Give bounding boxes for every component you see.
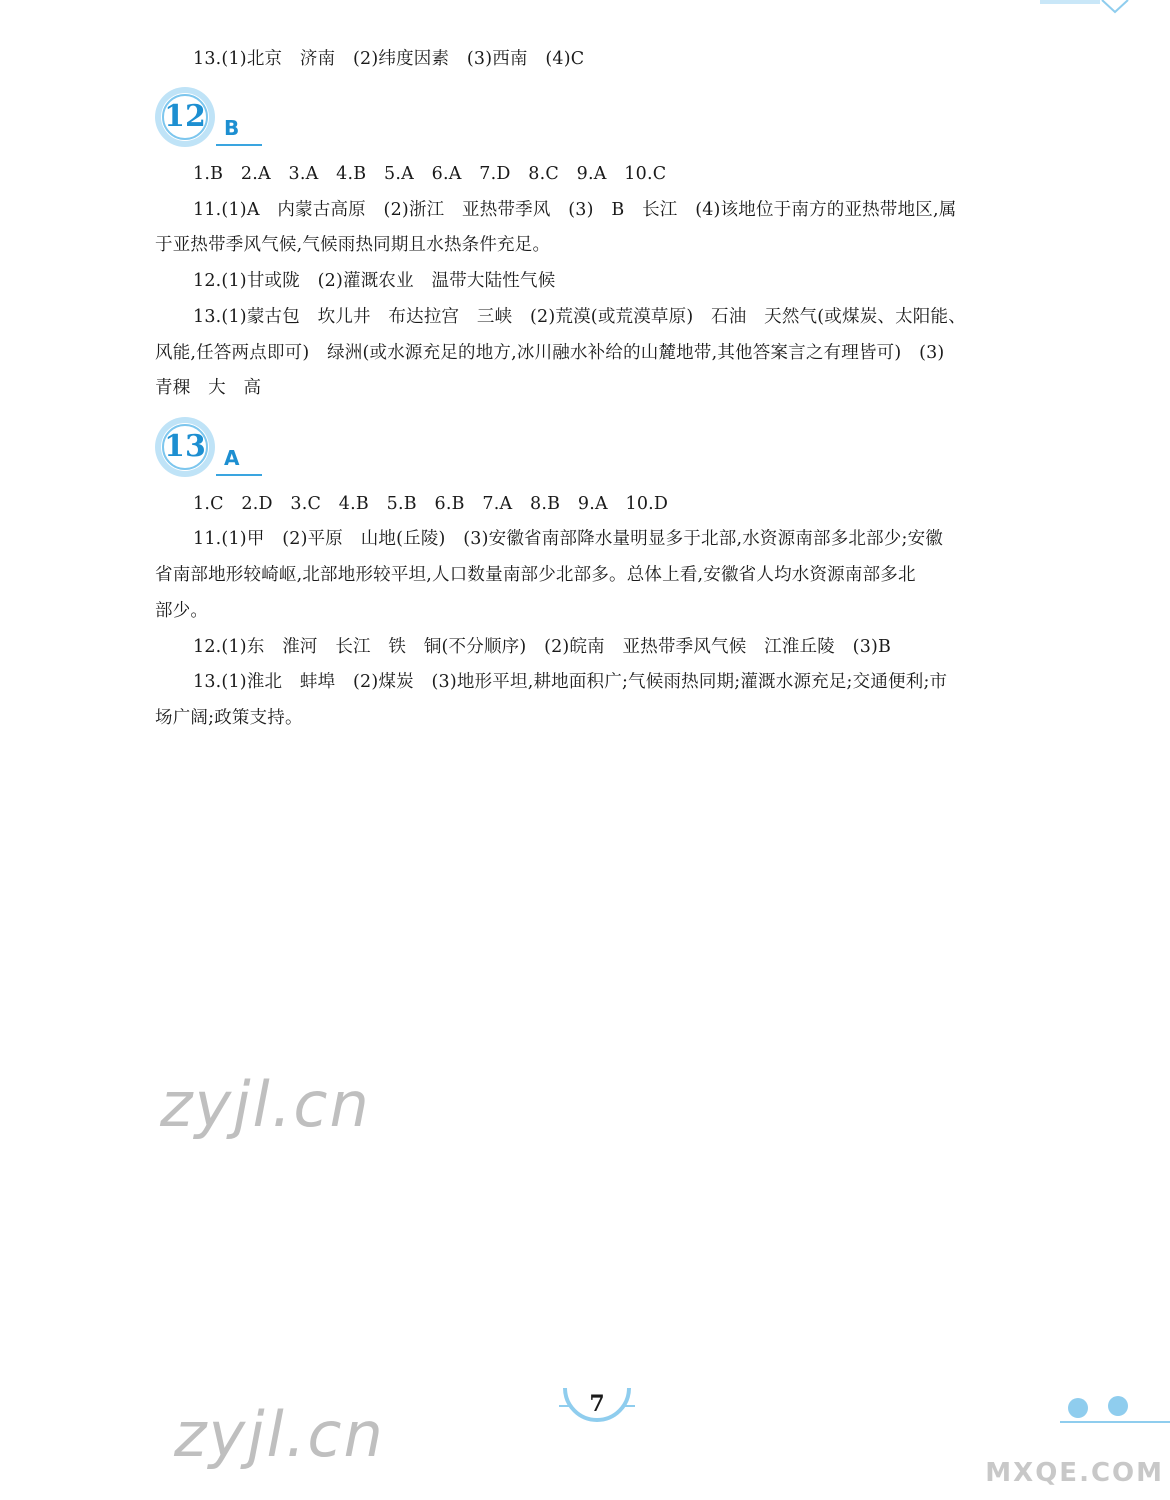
badge-underline [216,474,262,476]
section-badge-13 [154,416,274,480]
brand-watermark: MXQE.COM [985,1458,1164,1488]
answer-line: 13.(1)北京 济南 (2)纬度因素 (3)西南 (4)C [193,49,585,69]
section-letter: B [224,116,240,140]
answer-line: 12.(1)东 淮河 长江 铁 铜(不分顺序) (2)皖南 亚热带季风气候 江淮丘陵 (3)B [193,637,892,657]
badge-underline [216,144,262,146]
answer-line: 12.(1)甘或陇 (2)灌溉农业 温带大陆性气候 [193,271,556,291]
corner-decoration [1040,0,1170,14]
watermark: zyjl.cn [174,1398,385,1471]
section-number: 12 [164,99,206,134]
section-letter: A [224,446,240,470]
answer-line: 风能,任答两点即可) 绿洲(或水源充足的地方,冰川融水补给的山麓地带,其他答案言之有理皆可) (3) [155,343,945,363]
watermark: zyjl.cn [160,1068,371,1141]
corner-decoration [1060,1396,1170,1426]
answer-line: 11.(1)A 内蒙古高原 (2)浙江 亚热带季风 (3) B 长江 (4)该地位于南方的亚热带地区,属 [193,200,957,220]
answer-line: 1.B 2.A 3.A 4.B 5.A 6.A 7.D 8.C 9.A 10.C [193,164,667,184]
answer-line: 场广阔;政策支持。 [155,708,303,728]
answer-line: 1.C 2.D 3.C 4.B 5.B 6.B 7.A 8.B 9.A 10.D [193,494,669,514]
answer-line: 青稞 大 高 [155,378,262,398]
page-number: 7 [589,1391,605,1417]
answer-line: 13.(1)蒙古包 坎儿井 布达拉宫 三峡 (2)荒漠(或荒漠草原) 石油 天然气(或煤炭、太阳能、 [193,307,966,327]
answer-line: 于亚热带季风气候,气候雨热同期且水热条件充足。 [155,235,551,255]
answer-line: 部少。 [155,601,209,621]
section-number: 13 [164,429,206,464]
answer-line: 省南部地形较崎岖,北部地形较平坦,人口数量南部少北部多。总体上看,安徽省人均水资源南部多北 [155,565,916,585]
section-badge-12 [154,86,274,150]
answer-line: 11.(1)甲 (2)平原 山地(丘陵) (3)安徽省南部降水量明显多于北部,水资源南部多北部少;安徽 [193,529,944,549]
answer-line: 13.(1)淮北 蚌埠 (2)煤炭 (3)地形平坦,耕地面积广;气候雨热同期;灌溉水源充足;交通便利;市 [193,672,948,692]
